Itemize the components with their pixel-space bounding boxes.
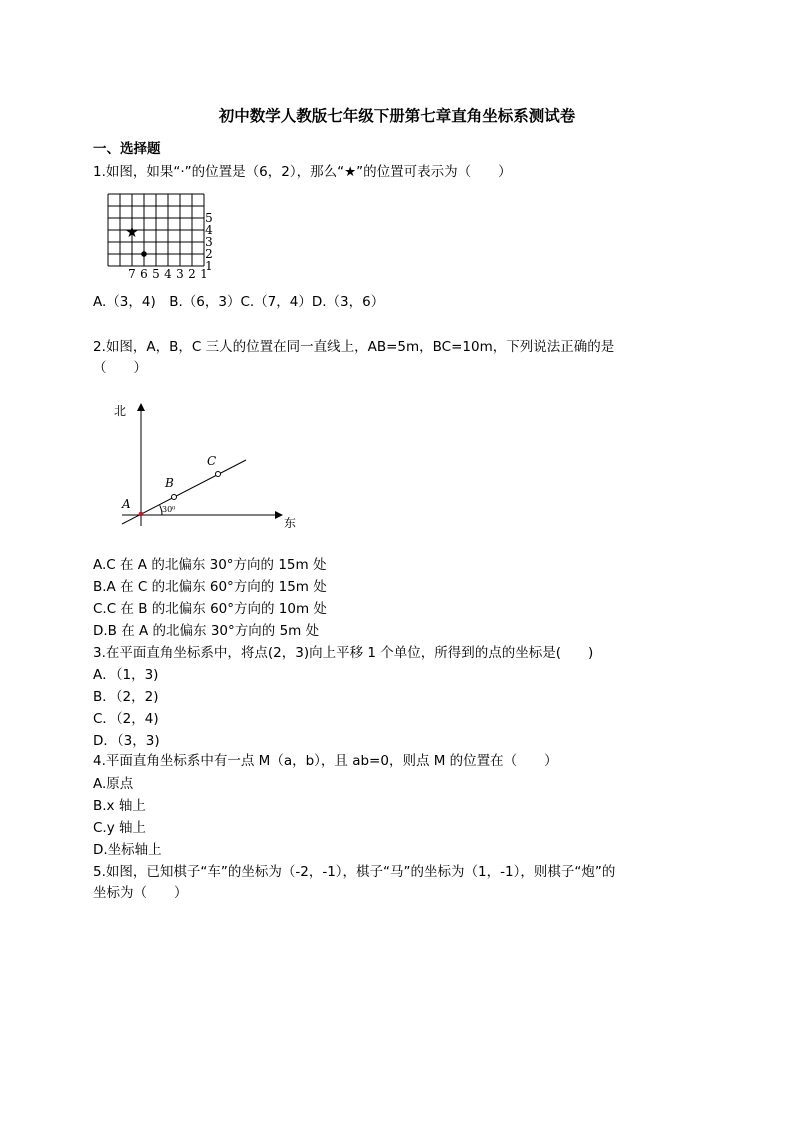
question-2-stem-line1: 2.如图，A，B，C 三人的位置在同一直线上，AB=5m，BC=10m，下列说法正确的是 <box>93 339 615 355</box>
bottom-label: 7 <box>128 267 136 281</box>
question-4-option-d: D.坐标轴上 <box>93 842 162 858</box>
point-c-dot <box>216 472 221 477</box>
question-1-stem: 1.如图，如果“·”的位置是（6，2），那么“★”的位置可表示为（ ） <box>93 164 512 180</box>
point-b-dot <box>172 495 177 500</box>
page-title: 初中数学人教版七年级下册第七章直角坐标系测试卷 <box>218 107 576 125</box>
q2-direction-figure <box>110 398 300 533</box>
question-2-option-b: B.A 在 C 的北偏东 60°方向的 15m 处 <box>93 579 327 595</box>
point-a-dot <box>139 512 144 517</box>
bottom-label: 6 <box>140 267 148 281</box>
question-3-option-b: B．（2，2) <box>93 689 159 705</box>
question-4-stem: 4.平面直角坐标系中有一点 M（a，b），且 ab=0，则点 M 的位置在（ ） <box>93 753 558 769</box>
section-heading: 一、选择题 <box>93 141 161 157</box>
dot-marker <box>141 251 147 257</box>
question-4-option-c: C.y 轴上 <box>93 820 146 836</box>
bottom-label: 5 <box>152 267 160 281</box>
question-1-options: A.（3，4) B.（6，3）C.（7，4）D.（3，6） <box>93 294 385 310</box>
question-2-option-d: D.B 在 A 的北偏东 30°方向的 5m 处 <box>93 623 320 639</box>
point-a-label: A <box>122 497 131 511</box>
right-label: 3 <box>205 235 213 249</box>
star-marker: ★ <box>125 223 139 241</box>
question-4-option-a: A.原点 <box>93 776 134 792</box>
right-label: 1 <box>205 259 213 273</box>
question-5-stem-line1: 5.如图，已知棋子“车”的坐标为（-2，-1），棋子“马”的坐标为（1，-1），则棋子“炮”的 <box>93 864 616 880</box>
question-4-option-b: B.x 轴上 <box>93 798 146 814</box>
question-5-stem-line2: 坐标为（ ） <box>93 885 188 901</box>
question-2-option-c: C.C 在 B 的北偏东 60°方向的 10m 处 <box>93 601 327 617</box>
point-c-label: C <box>207 454 217 468</box>
question-2-option-a: A.C 在 A 的北偏东 30°方向的 15m 处 <box>93 557 327 573</box>
bottom-label: 4 <box>164 267 172 281</box>
bottom-label: 1 <box>200 267 208 281</box>
north-label: 北 <box>114 404 127 418</box>
q1-grid-figure <box>108 194 218 280</box>
question-2-stem-line2: （ ） <box>93 360 147 376</box>
question-3-option-a: A．（1，3) <box>93 667 159 683</box>
angle-label: 30⁰ <box>162 505 176 514</box>
east-label: 东 <box>284 516 297 530</box>
question-3-stem: 3.在平面直角坐标系中，将点(2，3)向上平移 1 个单位，所得到的点的坐标是( ) <box>93 645 594 661</box>
question-3-option-d: D．（3，3) <box>93 733 160 749</box>
bottom-label: 3 <box>176 267 184 281</box>
bottom-label: 2 <box>188 267 196 281</box>
question-3-option-c: C．（2，4) <box>93 711 159 727</box>
right-label: 2 <box>205 247 213 261</box>
right-label: 5 <box>205 211 213 225</box>
right-label: 4 <box>205 223 213 237</box>
point-b-label: B <box>165 476 174 490</box>
